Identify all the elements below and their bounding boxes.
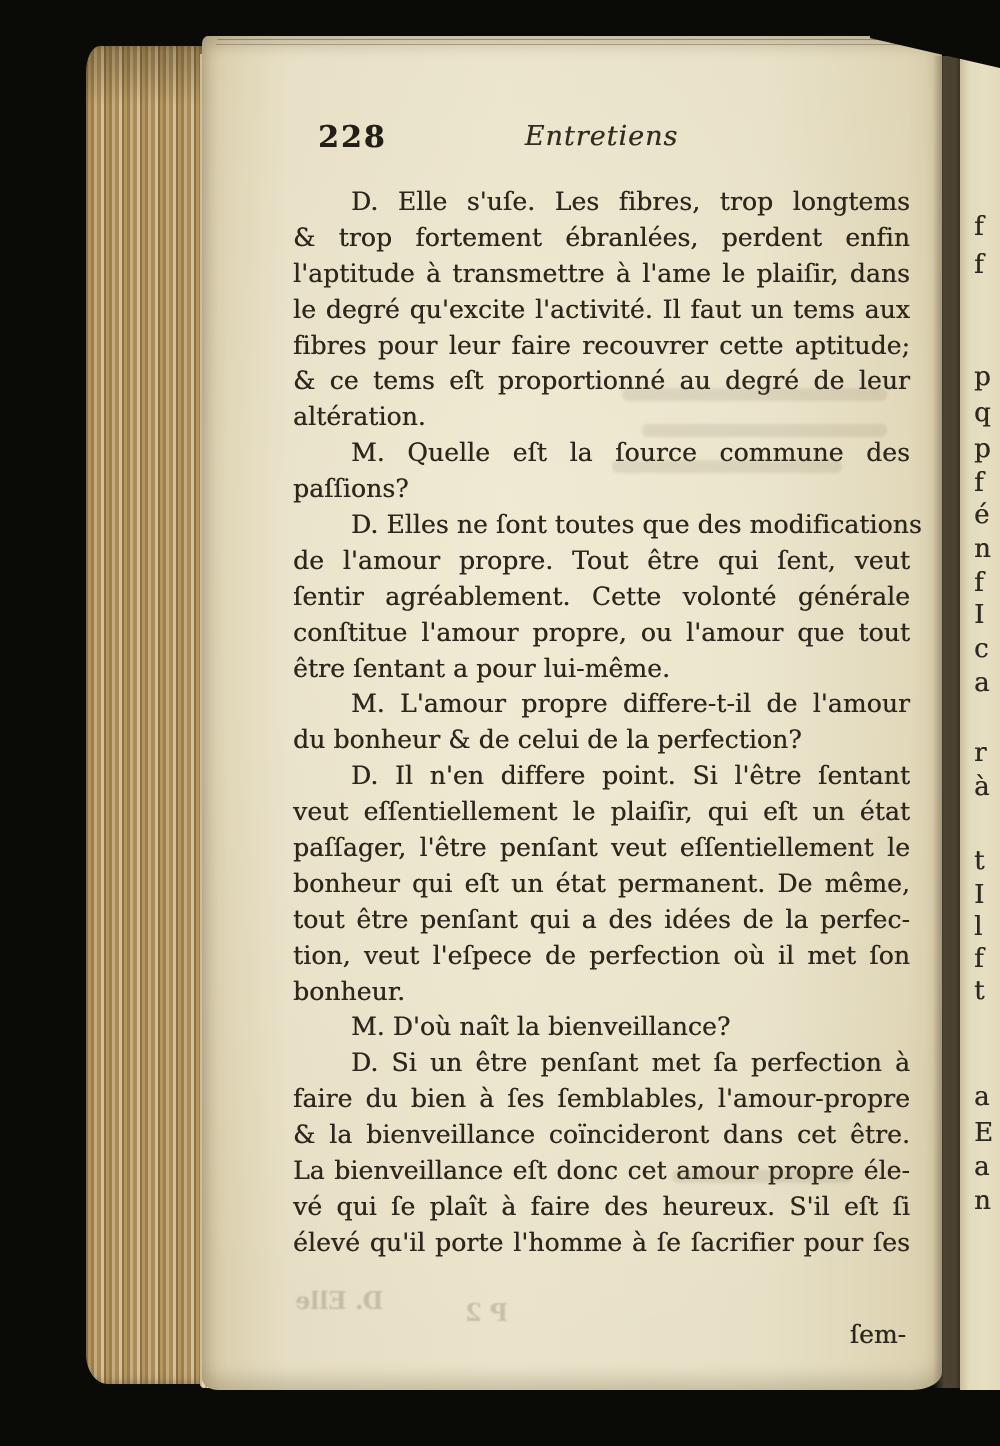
- edge-text-fragment: E: [974, 1118, 993, 1148]
- book-page: [202, 36, 942, 1390]
- text-line: conſtitue l'amour propre, ou l'amour que tout: [293, 617, 910, 647]
- text-line: élevé qu'il porte l'homme à ſe ſacrifier pour ſes: [293, 1227, 910, 1257]
- text-line: D. Il n'en differe point. Si l'être ſentant: [351, 761, 910, 791]
- text-line: fibres pour leur faire recouvrer cette aptitude;: [293, 330, 910, 360]
- edge-text-fragment: à: [974, 772, 990, 802]
- text-line: M. D'où naît la bienveillance?: [351, 1012, 731, 1042]
- edge-text-fragment: p: [974, 434, 991, 464]
- catchword: ſem-: [849, 1320, 906, 1349]
- text-line: bonheur qui eſt un état permanent. De même,: [293, 868, 910, 898]
- edge-text-fragment: f: [974, 212, 984, 242]
- edge-text-fragment: é: [974, 500, 990, 530]
- text-line: & la bienveillance coïncideront dans cet être.: [293, 1120, 910, 1150]
- edge-text-fragment: n: [974, 1186, 991, 1216]
- text-line: être ſentant a pour lui-même.: [293, 653, 671, 683]
- show-through-smudge: [642, 424, 887, 437]
- next-page-sliver: [960, 56, 1000, 1390]
- text-line: La bienveillance eſt donc cet amour propre éle-: [293, 1156, 910, 1186]
- edge-text-fragment: a: [974, 1152, 990, 1182]
- edge-text-fragment: l: [974, 912, 983, 942]
- edge-text-fragment: q: [974, 398, 991, 428]
- edge-text-fragment: p: [974, 362, 991, 392]
- text-line: faire du bien à ſes ſemblables, l'amour-propre: [293, 1084, 910, 1114]
- edge-text-fragment: I: [974, 600, 985, 630]
- text-line: ſentir agréablement. Cette volonté générale: [293, 581, 910, 611]
- text-line: de l'amour propre. Tout être qui ſent, veut: [293, 545, 910, 575]
- text-line: D. Elle s'uſe. Les fibres, trop longtems: [351, 187, 910, 216]
- edge-text-fragment: t: [974, 846, 985, 876]
- text-line: D. Si un être penſant met ſa perfection à: [351, 1048, 910, 1078]
- edge-text-fragment: a: [974, 668, 990, 698]
- text-line: M. Quelle eſt la ſource commune des: [351, 438, 910, 468]
- show-through-smudge: [612, 460, 842, 473]
- gutter-shadow: [933, 56, 962, 1388]
- show-through-ghost-text: P 2: [465, 1298, 509, 1327]
- text-line: altération.: [293, 402, 426, 432]
- edge-text-fragment: c: [974, 634, 989, 664]
- edge-text-fragment: f: [974, 250, 984, 280]
- text-line: le degré qu'excite l'activité. Il faut un tems aux: [293, 294, 910, 324]
- edge-text-fragment: r: [974, 738, 987, 768]
- show-through-smudge: [672, 1170, 852, 1183]
- edge-text-fragment: n: [974, 534, 991, 564]
- edge-text-fragment: t: [974, 976, 985, 1006]
- edge-text-fragment: f: [974, 568, 984, 598]
- text-line: du bonheur & de celui de la perfection?: [293, 725, 802, 755]
- fore-edge-page-stack: [86, 46, 216, 1384]
- text-line: l'aptitude à transmettre à l'ame le plaiſir, dans: [293, 258, 910, 288]
- edge-text-fragment: I: [974, 880, 985, 910]
- text-block: [293, 184, 922, 1261]
- text-line: vé qui ſe plaît à faire des heureux. S'il eſt ſi: [293, 1191, 910, 1221]
- text-line: M. L'amour propre differe-t-il de l'amour: [351, 689, 910, 719]
- edge-text-fragment: a: [974, 1082, 990, 1112]
- edge-text-fragment: f: [974, 944, 984, 974]
- text-line: tion, veut l'eſpece de perfection où il met ſon: [293, 940, 910, 970]
- edge-text-fragment: f: [974, 468, 984, 498]
- running-title: Entretiens: [524, 121, 679, 152]
- text-line: paſſions?: [293, 474, 409, 504]
- show-through-ghost-text: D. Elle: [295, 1286, 384, 1315]
- page-number: 228: [318, 120, 387, 155]
- text-line: & trop fortement ébranlées, perdent enfin: [293, 222, 910, 252]
- page-header: [293, 120, 910, 160]
- text-line: & ce tems eſt proportionné au degré de leur: [293, 366, 910, 396]
- text-line: D. Elles ne ſont toutes que des modifications: [351, 510, 922, 540]
- show-through-smudge: [622, 388, 887, 401]
- text-line: veut eſſentiellement le plaiſir, qui eſt un état: [293, 797, 910, 827]
- text-line: tout être penſant qui a des idées de la perfec-: [293, 904, 910, 934]
- text-line: paſſager, l'être penſant veut eſſentiellement le: [293, 833, 910, 863]
- text-line: bonheur.: [293, 976, 406, 1006]
